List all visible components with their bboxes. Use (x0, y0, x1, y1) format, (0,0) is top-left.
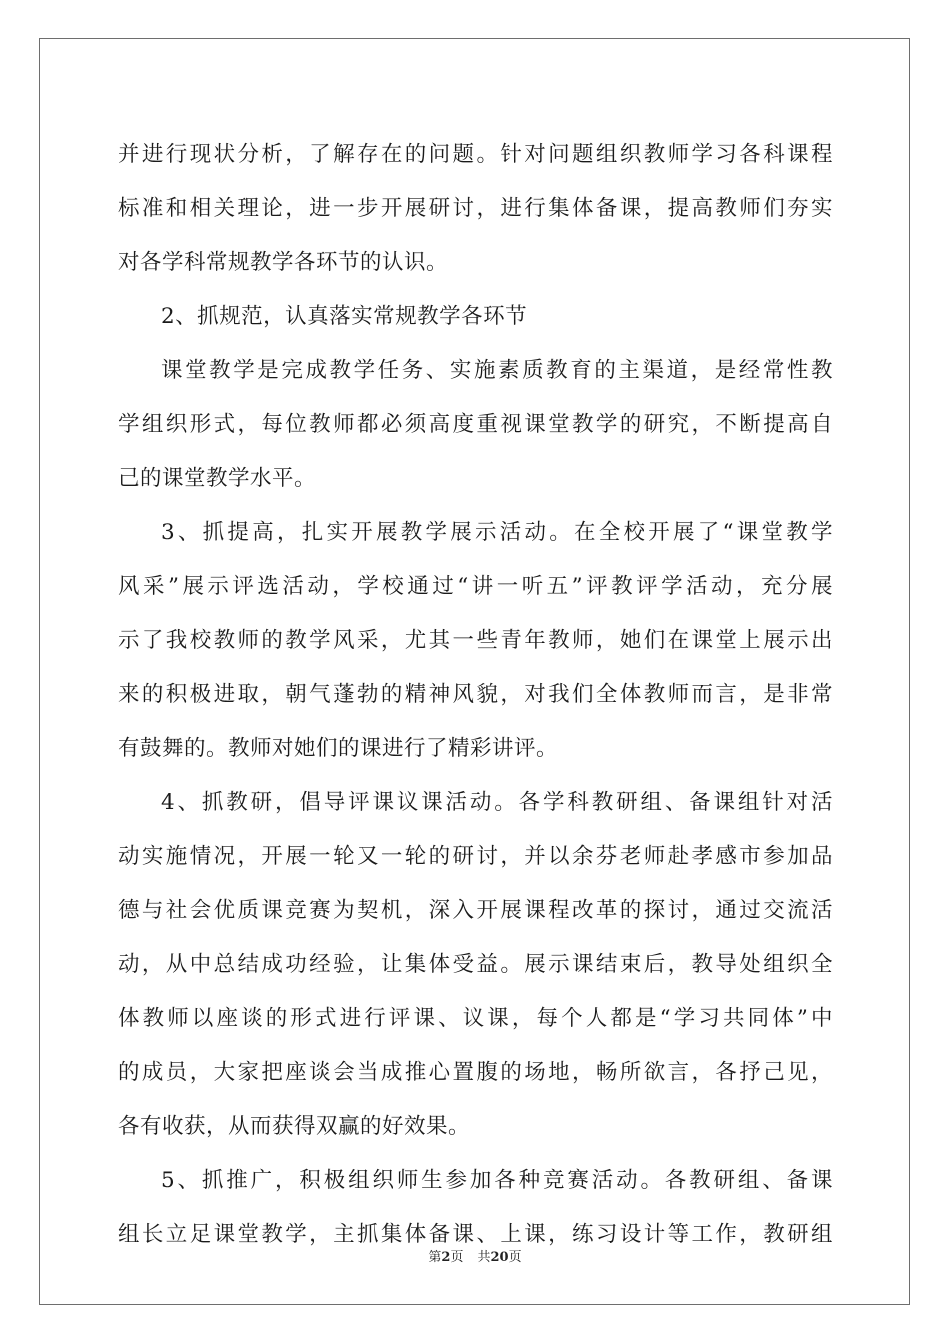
text-line: 3、抓提高，扎实开展教学展示活动。在全校开展了“课堂教学 (161, 520, 833, 545)
text-line: 组长立足课堂教学，主抓集体备课、上课，练习设计等工作，教研组 (118, 1222, 833, 1247)
text-line: 德与社会优质课竞赛为契机，深入开展课程改革的探讨，通过交流活 (118, 898, 833, 923)
page-number: 2 (441, 1250, 451, 1265)
text-line: 对各学科常规教学各环节的认识。 (118, 250, 449, 275)
text-line: 示了我校教师的教学风采，尤其一些青年教师，她们在课堂上展示出 (118, 628, 833, 653)
text-line: 己的课堂教学水平。 (118, 466, 317, 491)
page-prefix: 第 (428, 1250, 442, 1265)
page-suffix: 页 (450, 1250, 464, 1265)
total-suffix: 页 (508, 1250, 522, 1265)
text-line: 动，从中总结成功经验，让集体受益。展示课结束后，教导处组织全 (118, 952, 833, 977)
text-line: 风采”展示评选活动，学校通过“讲一听五”评教评学活动，充分展 (118, 574, 833, 599)
text-line: 动实施情况，开展一轮又一轮的研讨，并以余芬老师赴孝感市参加品 (118, 844, 833, 869)
text-line: 来的积极进取，朝气蓬勃的精神风貌，对我们全体教师而言，是非常 (118, 682, 833, 707)
total-pages: 20 (490, 1250, 509, 1265)
document-body (118, 128, 833, 1262)
text-line: 4、抓教研，倡导评课议课活动。各学科教研组、备课组针对活 (161, 790, 833, 815)
text-line: 各有收获，从而获得双赢的好效果。 (118, 1114, 471, 1139)
text-line: 的成员，大家把座谈会当成推心置腹的场地，畅所欲言，各抒己见， (118, 1060, 833, 1085)
text-line: 5、抓推广，积极组织师生参加各种竞赛活动。各教研组、备课 (161, 1168, 833, 1193)
text-line: 课堂教学是完成教学任务、实施素质教育的主渠道，是经常性教 (161, 358, 833, 383)
text-line: 体教师以座谈的形式进行评课、议课，每个人都是“学习共同体”中 (118, 1006, 833, 1031)
section-heading: 2、抓规范，认真落实常规教学各环节 (161, 304, 528, 329)
text-line: 有鼓舞的。教师对她们的课进行了精彩讲评。 (118, 736, 559, 761)
text-line: 学组织形式，每位教师都必须高度重视课堂教学的研究，不断提高自 (118, 412, 833, 437)
text-line: 并进行现状分析，了解存在的问题。针对问题组织教师学习各科课程 (118, 142, 833, 167)
page-footer (0, 1246, 950, 1265)
text-line: 标准和相关理论，进一步开展研讨，进行集体备课，提高教师们夯实 (118, 196, 833, 221)
total-prefix: 共 (477, 1250, 491, 1265)
